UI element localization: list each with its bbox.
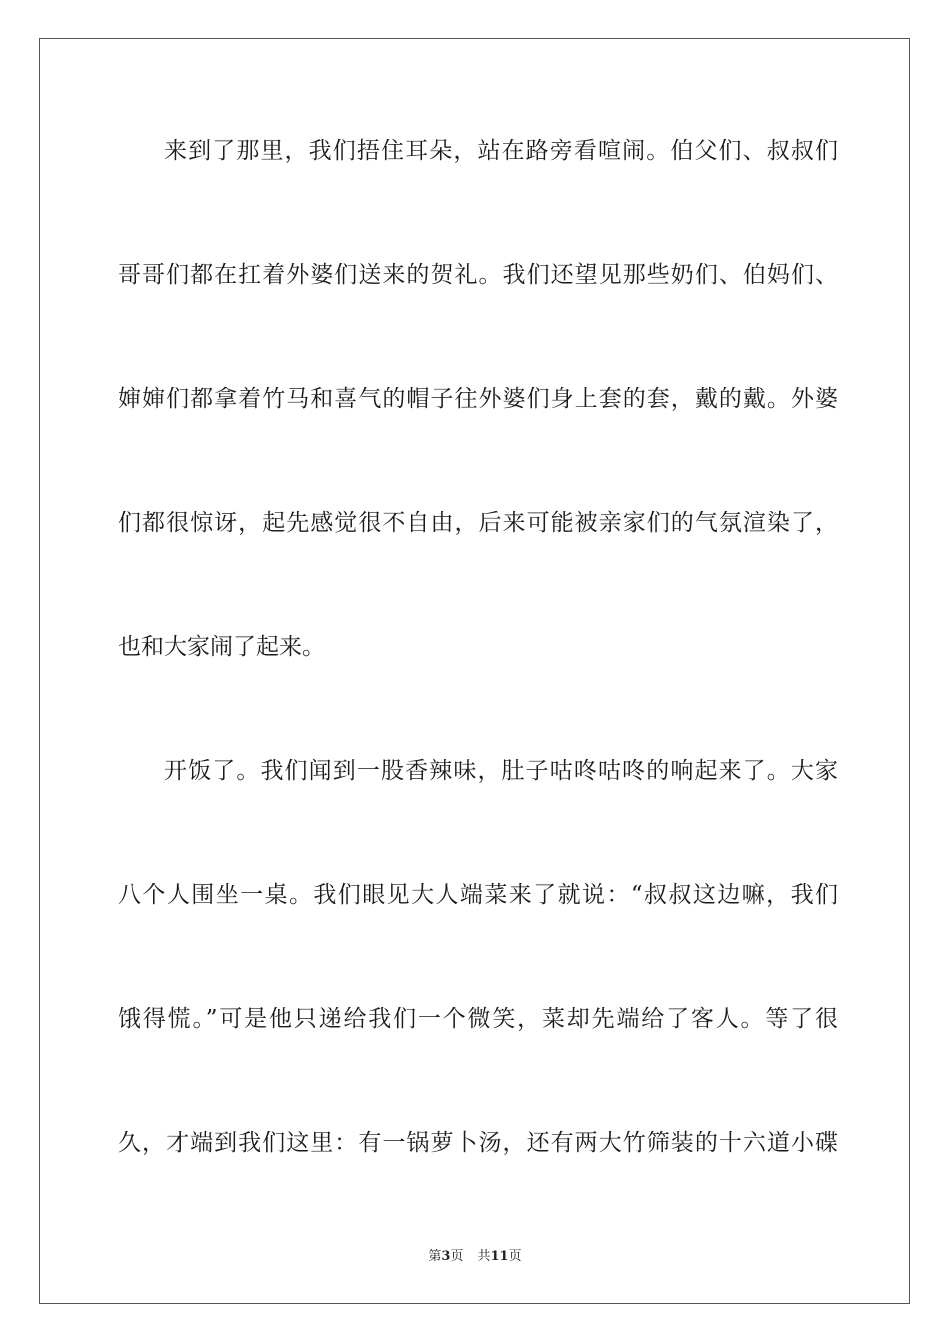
paragraph-1-line-3: 婶婶们都拿着竹马和喜气的帽子往外婆们身上套的套，戴的戴。外婆 — [118, 386, 838, 412]
page-footer — [0, 1245, 950, 1264]
paragraph-2-line-4: 久，才端到我们这里：有一锅萝卜汤，还有两大竹筛装的十六道小碟 — [118, 1130, 838, 1156]
paragraph-1-line-2: 哥哥们都在扛着外婆们送来的贺礼。我们还望见那些奶们、伯妈们、 — [118, 262, 838, 288]
paragraph-2-line-3: 饿得慌。”可是他只递给我们一个微笑，菜却先端给了客人。等了很 — [118, 1006, 838, 1032]
paragraph-1-line-5: 也和大家闹了起来。 — [118, 634, 325, 660]
page-label-suffix: 页 — [450, 1249, 464, 1264]
total-label-prefix: 共 — [477, 1249, 491, 1264]
page-frame — [39, 38, 910, 1304]
paragraph-1-line-4: 们都很惊讶，起先感觉很不自由，后来可能被亲家们的气氛渲染了， — [118, 510, 838, 536]
page-label-prefix: 第 — [428, 1249, 442, 1264]
paragraph-2-line-1: 开饭了。我们闻到一股香辣味，肚子咕咚咕咚的响起来了。大家 — [164, 758, 838, 784]
paragraph-1-line-1: 来到了那里，我们捂住耳朵，站在路旁看喧闹。伯父们、叔叔们 — [164, 138, 838, 164]
total-label-suffix: 页 — [508, 1249, 522, 1264]
paragraph-2-line-2: 八个人围坐一桌。我们眼见大人端菜来了就说：“叔叔这边嘛，我们 — [118, 882, 838, 908]
total-pages: 11 — [490, 1249, 509, 1264]
page-number: 3 — [441, 1249, 451, 1264]
